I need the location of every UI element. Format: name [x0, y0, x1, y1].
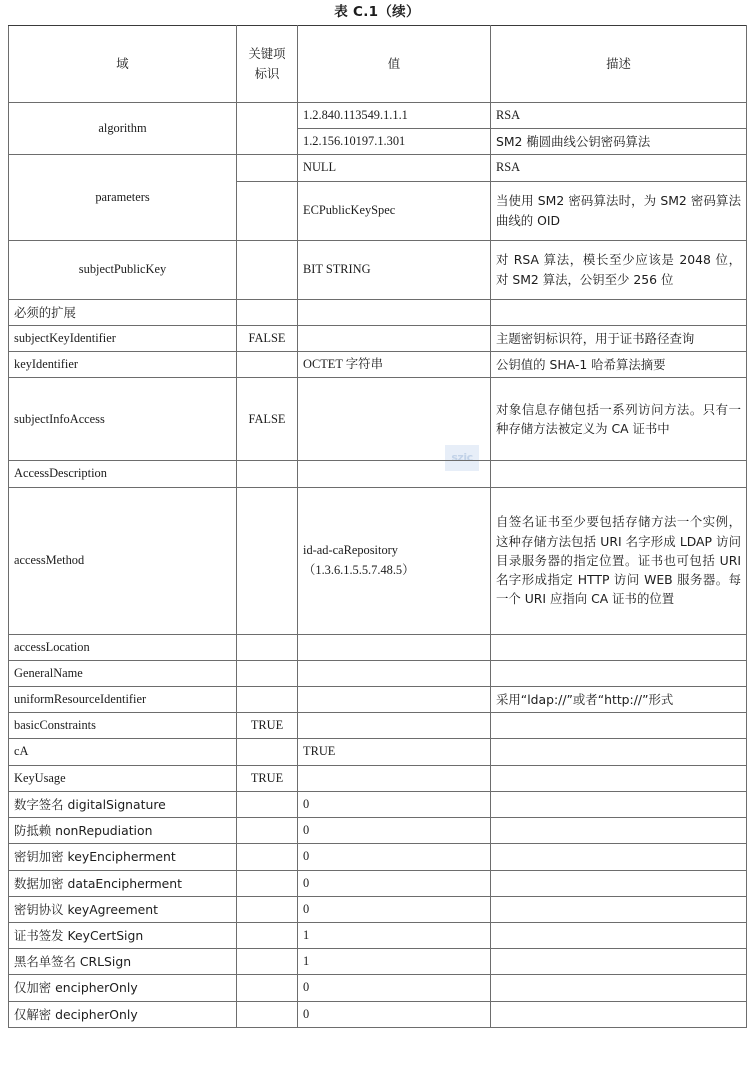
row-value: 0: [298, 818, 491, 844]
row-description: [491, 1001, 747, 1027]
row-critical: [237, 922, 298, 948]
header-field: 域: [9, 26, 237, 103]
table-row: [9, 922, 747, 948]
header-critical-flag: [237, 26, 298, 103]
header-description: 描述: [491, 26, 747, 103]
row-field: 数据加密 dataEncipherment: [9, 870, 237, 896]
row-description: 采用“ldap://”或者“http://”形式: [491, 686, 747, 712]
row-description: [491, 634, 747, 660]
row-critical: [237, 352, 298, 378]
row-critical: [237, 103, 298, 155]
row-value: NULL: [298, 155, 491, 181]
row-field: subjectKeyIdentifier: [9, 325, 237, 351]
row-description: [491, 870, 747, 896]
row-description: RSA: [491, 155, 747, 181]
row-field: 证书签发 KeyCertSign: [9, 922, 237, 948]
row-value: [298, 325, 491, 351]
row-field: accessLocation: [9, 634, 237, 660]
row-value: BIT STRING: [298, 240, 491, 299]
row-field: 密钥协议 keyAgreement: [9, 896, 237, 922]
row-value: [298, 765, 491, 791]
header-critical-line1: 关键项: [248, 46, 286, 62]
row-value: [298, 660, 491, 686]
row-value: 1: [298, 922, 491, 948]
table-row: [9, 844, 747, 870]
row-field: 数字签名 digitalSignature: [9, 791, 237, 817]
table-row: [9, 103, 747, 129]
table-header-row: [9, 26, 747, 103]
table-row: [9, 299, 747, 325]
row-value-line1: id-ad-caRepository: [303, 543, 398, 558]
row-description: [491, 844, 747, 870]
table-row: [9, 487, 747, 634]
row-description: [491, 765, 747, 791]
row-critical: [237, 181, 298, 240]
row-field: uniformResourceIdentifier: [9, 686, 237, 712]
row-critical: [237, 870, 298, 896]
row-field: 密钥加密 keyEncipherment: [9, 844, 237, 870]
row-description: [491, 791, 747, 817]
row-description: 当使用 SM2 密码算法时，为 SM2 密码算法曲线的 OID: [491, 181, 747, 240]
row-field: AccessDescription: [9, 461, 237, 487]
row-field: 必须的扩展: [9, 299, 237, 325]
row-value: [298, 299, 491, 325]
row-critical: [237, 461, 298, 487]
row-field: cA: [9, 739, 237, 765]
row-value: 0: [298, 1001, 491, 1027]
row-value: TRUE: [298, 739, 491, 765]
row-field: algorithm: [9, 103, 237, 155]
row-value: 0: [298, 870, 491, 896]
row-field: subjectInfoAccess: [9, 378, 237, 461]
row-critical: TRUE: [237, 713, 298, 739]
row-field: keyIdentifier: [9, 352, 237, 378]
row-value: 1.2.156.10197.1.301: [298, 129, 491, 155]
table-row: [9, 791, 747, 817]
row-value-line2: （1.3.6.1.5.5.7.48.5）: [303, 562, 415, 577]
row-field: accessMethod: [9, 487, 237, 634]
row-value: 1: [298, 949, 491, 975]
row-description: [491, 818, 747, 844]
row-value: [298, 686, 491, 712]
row-description: [491, 660, 747, 686]
row-critical: [237, 975, 298, 1001]
row-critical: [237, 686, 298, 712]
row-description: 公钥值的 SHA-1 哈希算法摘要: [491, 352, 747, 378]
row-field: KeyUsage: [9, 765, 237, 791]
row-field: 仅解密 decipherOnly: [9, 1001, 237, 1027]
row-value: [298, 378, 491, 461]
row-field: subjectPublicKey: [9, 240, 237, 299]
row-description: [491, 713, 747, 739]
row-field: basicConstraints: [9, 713, 237, 739]
table-row: [9, 739, 747, 765]
table-row: [9, 634, 747, 660]
row-description: [491, 949, 747, 975]
row-description: [491, 896, 747, 922]
row-critical: TRUE: [237, 765, 298, 791]
row-value: OCTET 字符串: [298, 352, 491, 378]
certificate-fields-table: [8, 25, 747, 1028]
row-critical: [237, 844, 298, 870]
row-value: 0: [298, 791, 491, 817]
table-row: [9, 155, 747, 181]
row-critical: [237, 896, 298, 922]
row-value: 0: [298, 896, 491, 922]
table-caption: [0, 0, 754, 25]
row-value: 1.2.840.113549.1.1.1: [298, 103, 491, 129]
header-value: 值: [298, 26, 491, 103]
row-critical: [237, 299, 298, 325]
row-critical: [237, 634, 298, 660]
row-critical: [237, 487, 298, 634]
row-critical: [237, 739, 298, 765]
table-row: [9, 713, 747, 739]
row-description: [491, 461, 747, 487]
row-description: [491, 739, 747, 765]
table-row: [9, 378, 747, 461]
table-row: [9, 896, 747, 922]
table-row: [9, 240, 747, 299]
row-value: ECPublicKeySpec: [298, 181, 491, 240]
row-description: 对象信息存储包括一系列访问方法。只有一种存储方法被定义为 CA 证书中: [491, 378, 747, 461]
row-critical: [237, 240, 298, 299]
row-field: 防抵赖 nonRepudiation: [9, 818, 237, 844]
table-row: [9, 325, 747, 351]
row-field: parameters: [9, 155, 237, 240]
row-critical: [237, 1001, 298, 1027]
header-critical-line2: 标识: [254, 66, 280, 81]
table-row: [9, 870, 747, 896]
row-critical: [237, 660, 298, 686]
row-value: 0: [298, 975, 491, 1001]
row-value: 0: [298, 844, 491, 870]
row-critical: FALSE: [237, 325, 298, 351]
table-row: [9, 686, 747, 712]
row-description: 对 RSA 算法，模长至少应该是 2048 位，对 SM2 算法，公钥至少 256 位: [491, 240, 747, 299]
table-row: [9, 818, 747, 844]
row-value: [298, 634, 491, 660]
table-row: [9, 660, 747, 686]
row-critical: [237, 155, 298, 181]
row-field: GeneralName: [9, 660, 237, 686]
row-description: RSA: [491, 103, 747, 129]
row-value: [298, 461, 491, 487]
row-critical: [237, 818, 298, 844]
watermark: szic: [445, 445, 479, 471]
row-field: 仅加密 encipherOnly: [9, 975, 237, 1001]
table-row: [9, 949, 747, 975]
row-description: [491, 975, 747, 1001]
table-row: [9, 765, 747, 791]
row-description: 主题密钥标识符，用于证书路径查询: [491, 325, 747, 351]
row-critical: [237, 949, 298, 975]
table-container: [8, 25, 746, 1028]
row-description: [491, 922, 747, 948]
table-caption-text: 表 C.1（续）: [334, 4, 420, 20]
table-row: [9, 461, 747, 487]
table-row: [9, 975, 747, 1001]
row-description: SM2 椭圆曲线公钥密码算法: [491, 129, 747, 155]
table-row: [9, 352, 747, 378]
row-description: [491, 299, 747, 325]
row-critical: [237, 791, 298, 817]
row-field: 黑名单签名 CRLSign: [9, 949, 237, 975]
row-value: [298, 487, 491, 634]
row-critical: FALSE: [237, 378, 298, 461]
row-description: 自签名证书至少要包括存储方法一个实例，这种存储方法包括 URI 名字形成 LDAP 访问目录服务器的指定位置。证书也可包括 URI 名字形成指定 HTTP 访问 WEB 服务器。每一个 URI 应指向 CA 证书的位置: [491, 487, 747, 634]
row-value: [298, 713, 491, 739]
table-row: [9, 1001, 747, 1027]
